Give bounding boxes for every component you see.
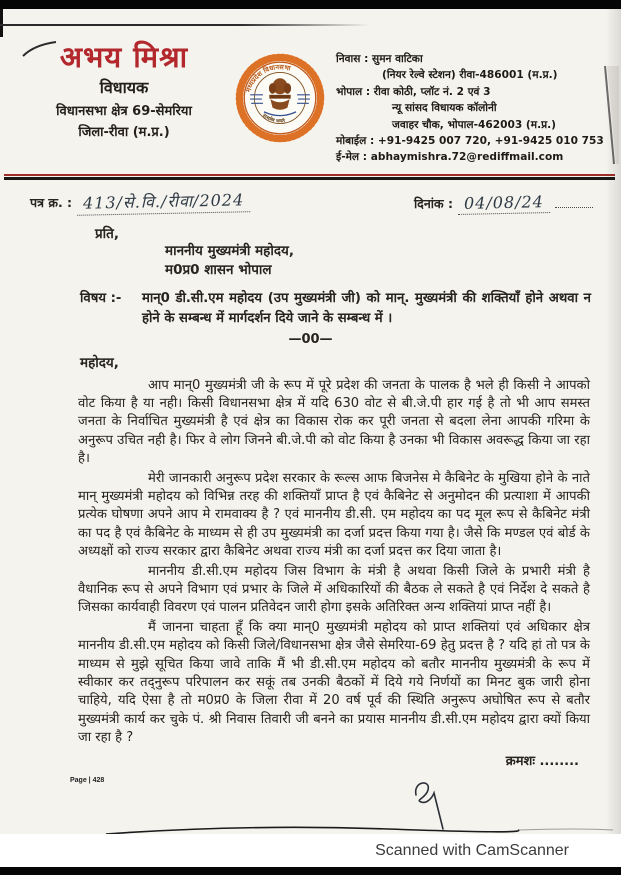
subject-text: मान्0 डी.सी.एम महोदय (उप मुख्यमंत्री जी) को मान्. मुख्यमंत्री की शक्तियाँ होने अथवा न होने के सम्बन्ध में मार्गदर्शन दिये जाने के सम्बन्ध में । — [142, 290, 591, 326]
subject-label: विषय :- — [80, 290, 122, 306]
header-rule-red — [4, 174, 615, 176]
paragraph-2: मेरी जानकारी अनुरूप प्रदेश सरकार के रूल्स आफ बिजनेस मे कैबिनेट के मुखिया होने के नाते मान् मुख्यमंत्री महोदय को विभिन्न तरह की शक्तियाँ प्राप्त है एवं कैबिनेट से अनुमोदन की प्रत्याशा में आपकी प्रत्येक घोषणा अपने आप मे रामवाक्य है ? एवं माननीय डी.सी. एम महोदय का पद मूल रूप से कैबिनेट मंत्री का पद है एवं कैबिनेट के माध्यम से ही उप मुख्यमंत्री का दर्जा प्रदत्त किया गया है। जैसे कि मण्डल एवं बोर्ड के अध्यक्षों को राज्य सरकार द्वारा कैबिनेट अथवा राज्य मंत्री का दर्जा प्रदत्त कर दिया जाता है। — [78, 470, 590, 560]
letter-body — [0, 371, 621, 748]
mla-name: अभय मिश्रा — [59, 40, 189, 74]
mla-title: विधायक — [99, 78, 149, 97]
contact-bhopal-2: न्यू सांसद विधायक कॉलोनी — [392, 102, 497, 115]
addressee-line2: म0प्र0 शासन भोपाल — [165, 262, 272, 279]
addressee-line1: माननीय मुख्यमंत्री महोदय, — [165, 242, 294, 259]
mla-constituency: विधानसभा क्षेत्र 69-सेमरिया — [56, 104, 192, 119]
contact-mobile: मोबाईल : +91-9425 007 720, +91-9425 010 753 — [336, 135, 604, 148]
paper-sheet — [0, 9, 621, 867]
contact-residence-2: (नियर रेल्वे स्टेशन) रीवा-486001 (म.प्र.) — [382, 69, 558, 82]
contact-block — [330, 43, 613, 166]
letterhead — [0, 9, 621, 166]
letter-number-handwritten: 413/से.वि./रीवा/2024 — [77, 188, 251, 216]
page-number: Page | 428 — [70, 777, 105, 784]
pen-tick-mark — [20, 39, 60, 59]
paragraph-4: मैं जानना चाहता हूँ कि क्या मान्0 मुख्यमंत्री महोदय को प्राप्त शक्तियां एवं अधिकार क्षेत्र माननीय डी.सी.एम महोदय को किसी जिले/विधानसभा क्षेत्र जैसे सेमरिया-69 हेतु प्रदत्त है ? यदि हां तो पत्र के माध्यम से मुझे सूचित किया जावे ताकि मैं भी डी.सी.एम महोदय को बतौर माननीय मुख्यमंत्री के रूप में स्वीकार कर तद्नुरूप परिपालन कर सकूं तब उनकी बैठकों में दिये गये निर्णयों का मिनट बुक जारी होना चाहिये, यदि ऐसा है तो म0प्र0 के जिला रीवा में 20 वर्ष पूर्व की स्थिति अनुरूप अघोषित रूप से बतौर मुख्यमंत्री कार्य कर चुके पं. श्री निवास तिवारी जी बनने का प्रयास माननीय डी.सी.एम महोदय द्वारा क्यों किया जा रहा है ? — [78, 619, 590, 746]
scan-edge-artifact — [0, 9, 3, 37]
subject-row — [0, 281, 621, 329]
paragraph-1: आप मान्0 मुख्यमंत्री जी के रूप में पूरे प्रदेश की जनता के पालक है भले ही किसी ने आपको वोट किया है या नही। किसी विधानसभा क्षेत्र में यदि 630 वोट से बी.जे.पी हार गई है तो भी आप समस्त जनता के निर्वाचित मुख्यमंत्री है एवं क्षेत्र का विकास रोक कर पूरी जनता से बदला लेना आपकी गरिमा के अनुरूप उचित नही है। फिर वे लोग जिनने बी.जे.पी को वोट किया है उनका भी विकास अवरूद्ध किया जा रहा है। — [78, 377, 590, 467]
camscanner-strip — [0, 834, 621, 867]
addressee-label: प्रति, — [95, 225, 120, 242]
svg-text:सत्यमेव जयते: सत्यमेव जयते — [261, 112, 286, 125]
camscanner-brand-text: Scanned with CamScanner — [375, 841, 569, 859]
letter-number-label: पत्र क्र. : — [30, 194, 73, 210]
date-dotted-tail — [555, 195, 593, 208]
contact-bhopal: भोपाल : रीवा कोठी, प्लॉट नं. 2 एवं 3 — [336, 85, 491, 98]
svg-text:मध्यप्रदेश विधानसभा: मध्यप्रदेश विधानसभा — [244, 63, 292, 94]
mla-district: जिला-रीवा (म.प्र.) — [78, 125, 170, 140]
assembly-emblem-icon — [232, 49, 328, 147]
scan-top-line-artifact — [0, 24, 435, 26]
contact-bhopal-3: जवाहर चौक, भोपाल-462003 (म.प्र.) — [392, 118, 557, 131]
salutation: महोदय, — [80, 354, 119, 371]
scan-bottom-border — [0, 867, 621, 875]
contact-residence: निवास : सुमन वाटिका — [336, 53, 423, 65]
page-corner-crease — [599, 64, 619, 169]
date-handwritten: 04/08/24 — [458, 192, 550, 215]
paragraph-3: माननीय डी.सी.एम महोदय जिस विभाग के मंत्री है अथवा किसी जिले के प्रभारी मंत्री है वैधानिक रूप से अपने विभाग एवं प्रभार के जिले में अधिकारियों की बैठक ले सकते है एवं निर्देश दे सकते है जिसका कार्यवाही विवरण एवं पालन प्रतिवेदन जारी होगा इसके अतिरिक्त अन्य शक्तियां प्राप्त नहीं है। — [78, 563, 590, 616]
date-label: दिनांक : — [413, 195, 453, 211]
continuation-mark: क्रमशः ........ — [505, 753, 579, 769]
reference-row — [0, 180, 621, 214]
subject-separator: —00— — [288, 331, 333, 347]
mla-identity-block — [18, 40, 230, 140]
contact-email: ई-मेल : abhaymishra.72@rediffmail.com — [336, 151, 564, 164]
